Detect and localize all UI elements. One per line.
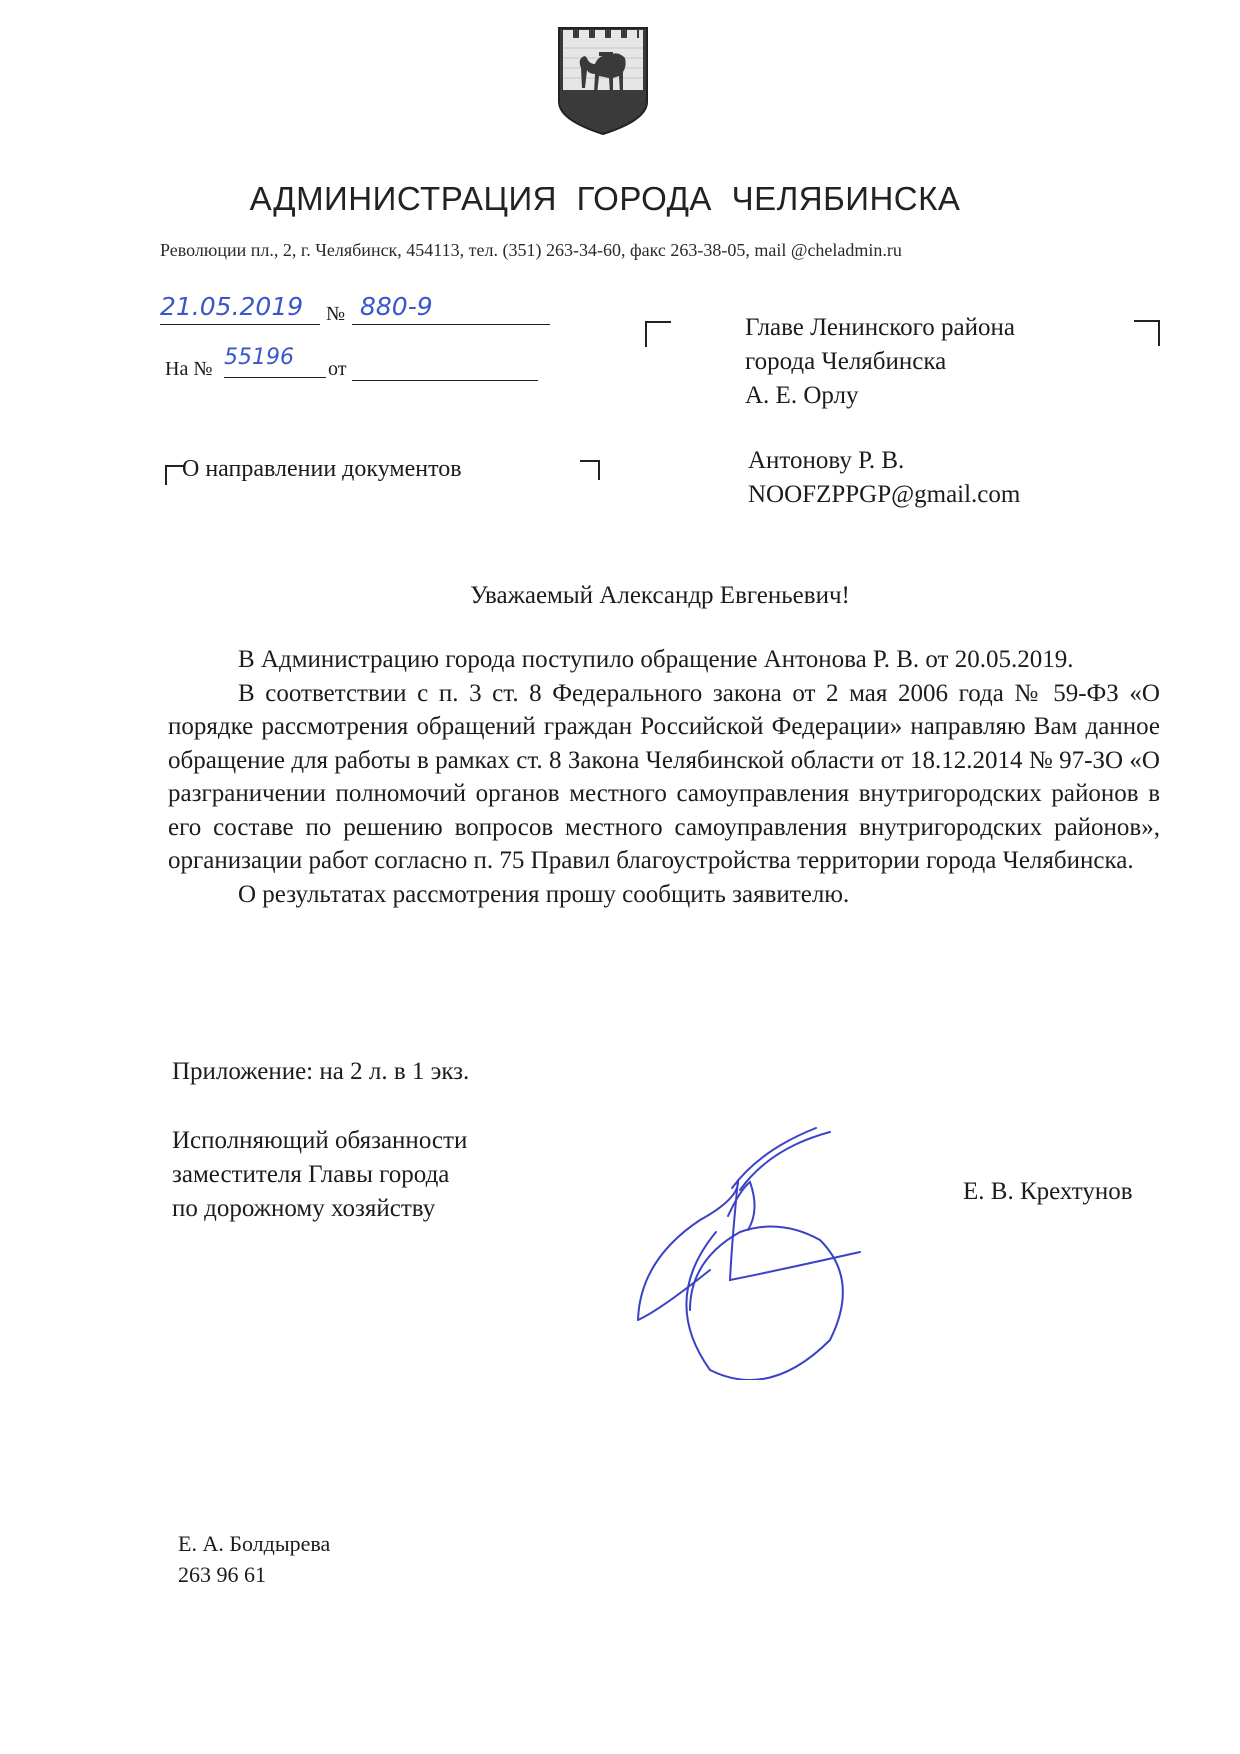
executor-phone: 263 96 61: [178, 1562, 266, 1587]
reference-date-label: от: [328, 358, 347, 380]
addressee-email: NOOFZPPGP@gmail.com: [748, 481, 1021, 508]
registration-number: 880-9: [352, 292, 550, 325]
executor-info: [178, 1528, 330, 1590]
body-paragraph: В Администрацию города поступило обращение Антонова Р. В. от 20.05.2019.: [238, 646, 1074, 673]
registration-date: 21.05.2019: [160, 292, 320, 325]
attachment-note: Приложение: на 2 л. в 1 экз.: [172, 1058, 470, 1085]
addressee-line: Антонову Р. В.: [748, 447, 905, 474]
address-bracket-left: [645, 321, 671, 347]
signer-position: [172, 1124, 467, 1226]
registration-number-label: №: [326, 303, 346, 325]
reference-number-label: На №: [165, 358, 213, 380]
letter-subject: О направлении документов: [182, 456, 462, 482]
signer-position-line: Исполняющий обязанности: [172, 1127, 468, 1154]
signer-name: Е. В. Крехтунов: [963, 1178, 1133, 1205]
addressee-secondary: [748, 444, 1020, 512]
signer-position-line: по дорожному хозяйству: [172, 1195, 436, 1222]
coat-of-arms-icon: [555, 24, 651, 136]
addressee-line: А. Е. Орлу: [745, 382, 859, 409]
organization-title: АДМИНИСТРАЦИЯ ГОРОДА ЧЕЛЯБИНСКА: [249, 180, 961, 217]
signer-position-line: заместителя Главы города: [172, 1161, 450, 1188]
executor-name: Е. А. Болдырева: [178, 1531, 331, 1556]
addressee-line: Главе Ленинского района: [745, 314, 1015, 341]
address-bracket-right: [1134, 320, 1160, 346]
addressee-primary: [745, 311, 1015, 413]
addressee-line: города Челябинска: [745, 348, 947, 375]
organization-address: Революции пл., 2, г. Челябинск, 454113, тел. (351) 263-34-60, факс 263-38-05, mail @cheladmin.ru: [160, 240, 902, 260]
reference-date-field: [352, 350, 538, 381]
body-paragraph: О результатах рассмотрения прошу сообщить заявителю.: [238, 880, 850, 908]
body-paragraph: В соответствии с п. 3 ст. 8 Федерального закона от 2 мая 2006 года № 59-ФЗ «О порядке рассмотрения обращений граждан Российской Федерации» направляю Вам данное обращение для работы в рамках ст. 8 Закона Челябинской области от 18.12.2014 № 97-ЗО «О разграничении полномочий органов местного самоуправления внутригородских районов в его составе по решению вопросов местного самоуправления внутригородских районов», организации работ согласно п. 75 Правил благоустройства территории города Челябинска.: [168, 679, 1160, 874]
letter-body: [168, 643, 1160, 911]
reference-number: 55196: [224, 345, 326, 378]
subject-bracket-right: [580, 460, 600, 480]
handwritten-signature-icon: [620, 1120, 880, 1380]
greeting: Уважаемый Александр Евгеньевич!: [470, 582, 850, 609]
